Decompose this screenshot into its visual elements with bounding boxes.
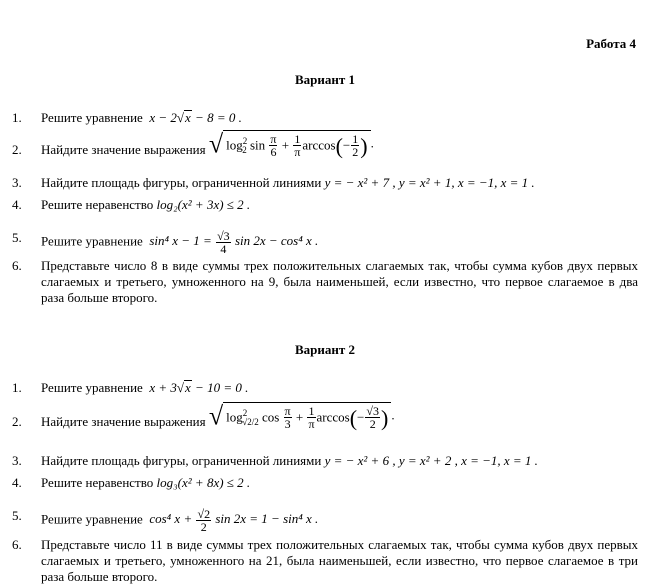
task-text: Представьте число 8 в виде суммы трех положительных слагаемых так, чтобы сумма кубов двух первых слагаемых и третьего, умноженного на 9, была наименьшей, если известно, что первое слагаемое в два раза больше второго.: [41, 258, 638, 305]
task-expression: y = − x² + 7 , y = x² + 1, x = −1, x = 1 .: [324, 175, 535, 190]
task-number: 2.: [12, 414, 22, 429]
task-number: 3.: [12, 453, 22, 468]
task-text: Решите неравенство: [41, 197, 154, 212]
task-number: 5.: [12, 230, 22, 245]
task-expression: √ $\log^2_2 \sin$ $\frac{\pi}{6}$ + $\frac{1}{\pi}$ arccos(− $\frac{1}{2}$ ) .: [208, 129, 374, 160]
task-number: 6.: [12, 537, 22, 552]
task-text: Решите уравнение: [41, 233, 143, 249]
task-text: Решите неравенство: [41, 475, 154, 490]
task-text: Решите уравнение: [41, 511, 143, 527]
task-expression: √ $\log^2_{√2/2} \cos$ $\frac{\pi}{3}$ + $\frac{1}{\pi}$ arccos(− $\frac{√3}{2}$ ) .: [208, 401, 395, 432]
variant-2-title: Вариант 2: [294, 342, 356, 357]
task-expression: sin⁴ x − 1 = $\frac{√3}{4}$ sin 2x − cos⁴ x .: [149, 229, 319, 256]
task-number: 1.: [12, 380, 22, 395]
task-number: 2.: [12, 142, 22, 157]
task-text: Найдите площадь фигуры, ограниченной линиями: [41, 175, 322, 190]
task-number: 4.: [12, 197, 22, 212]
task-text: Решите уравнение: [41, 380, 143, 395]
task-expression: x + 3√x − 10 = 0 .: [149, 380, 249, 395]
task-number: 1.: [12, 110, 22, 125]
task-text: Представьте число 11 в виде суммы трех положительных слагаемых так, чтобы сумма кубов двух первых слагаемых и третьего, умноженного на 21, была наименьшей, если известно, что первое слагаемое в три раза больше второго.: [41, 537, 638, 584]
variant-1-title: Вариант 1: [294, 72, 356, 87]
task-expression: log₂(x² + 3x) ≤ 2 .: [156, 197, 251, 212]
task-text: Найдите значение выражения: [41, 414, 206, 429]
task-number: 4.: [12, 475, 22, 490]
task-text: Решите уравнение: [41, 110, 143, 125]
task-expression: x − 2√x − 8 = 0 .: [149, 110, 242, 125]
task-number: 6.: [12, 258, 22, 273]
page-header: Работа 4: [586, 36, 636, 51]
task-text: Найдите площадь фигуры, ограниченной линиями: [41, 453, 322, 468]
task-number: 5.: [12, 508, 22, 523]
task-expression: cos⁴ x + $\frac{√2}{2}$ sin 2x = 1 − sin⁴ x .: [149, 507, 319, 534]
task-expression: log₃(x² + 8x) ≤ 2 .: [156, 475, 251, 490]
task-expression: y = − x² + 6 , y = x² + 2 , x = −1, x = 1 .: [324, 453, 538, 468]
task-text: Найдите значение выражения: [41, 142, 206, 157]
task-number: 3.: [12, 175, 22, 190]
